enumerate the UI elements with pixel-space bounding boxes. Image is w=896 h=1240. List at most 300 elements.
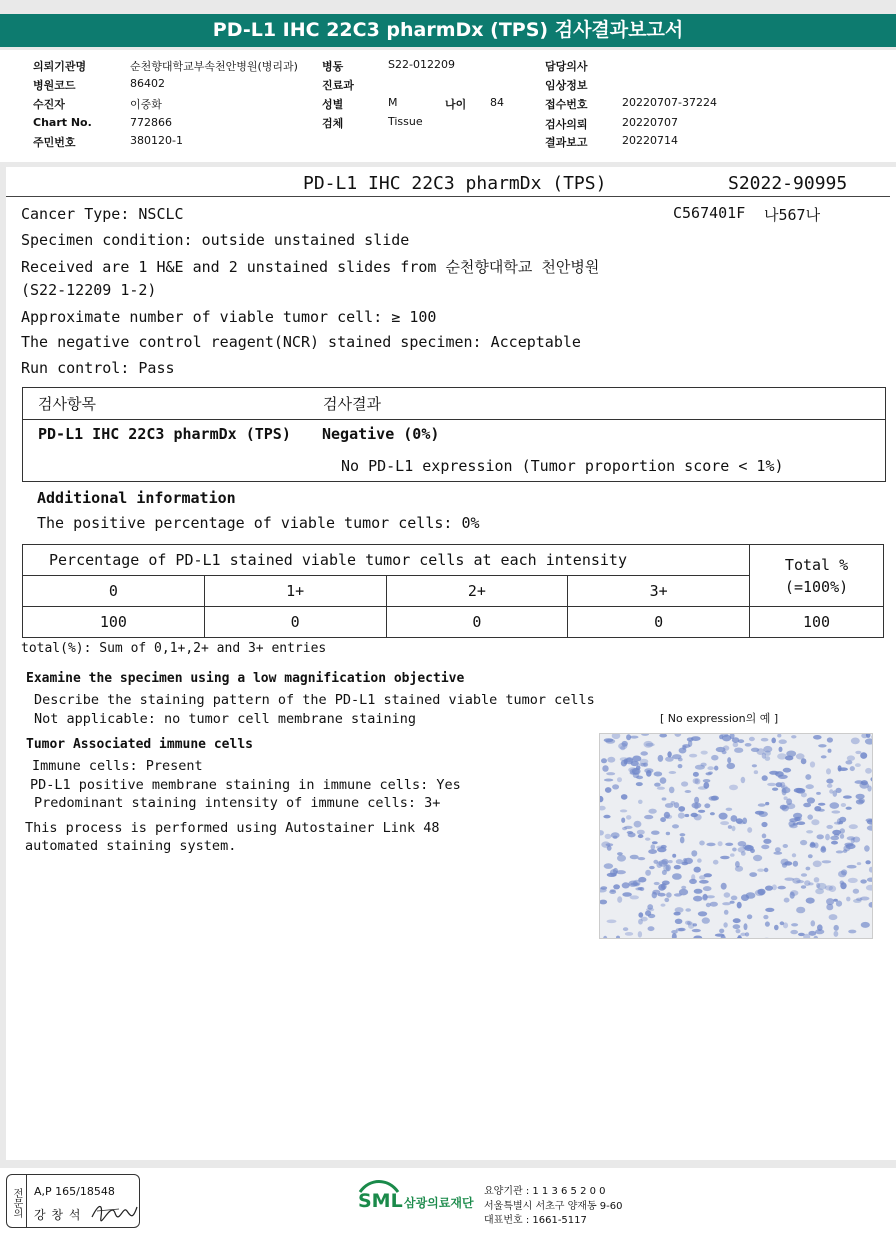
org-phone: 대표번호 : 1661-5117 xyxy=(484,1215,587,1226)
nucleus xyxy=(694,889,703,894)
patient-label: 수진자 xyxy=(33,98,65,111)
report-date-label: 결과보고 xyxy=(545,136,588,149)
nucleus xyxy=(778,775,788,779)
nucleus xyxy=(732,848,737,852)
nucleus xyxy=(657,847,666,852)
result-table xyxy=(22,387,886,482)
nucleus xyxy=(681,886,686,889)
nucleus xyxy=(869,902,874,908)
nucleus xyxy=(741,777,746,783)
nucleus xyxy=(867,878,873,882)
nucleus xyxy=(729,785,738,791)
institution-value: 순천향대학교부속천안병원(병리과) xyxy=(130,60,298,73)
nucleus xyxy=(735,866,743,872)
nucleus xyxy=(613,884,620,889)
nucleus xyxy=(654,772,663,777)
nucleus xyxy=(600,796,603,802)
nucleus xyxy=(706,843,715,847)
nucleus xyxy=(639,763,645,766)
nucleus xyxy=(701,751,708,755)
nucleus xyxy=(866,885,873,891)
nucleus xyxy=(793,861,798,867)
nucleus xyxy=(721,883,727,890)
nucleus xyxy=(747,827,752,833)
nucleus xyxy=(675,919,683,924)
nucleus xyxy=(638,887,643,890)
nucleus xyxy=(616,936,620,939)
nucleus xyxy=(665,803,674,808)
nucleus xyxy=(751,748,759,752)
nucleus xyxy=(855,763,861,767)
nucleus xyxy=(704,803,710,808)
nucleus xyxy=(621,794,628,800)
nucleus xyxy=(698,786,708,790)
nucleus xyxy=(749,872,757,877)
nucleus xyxy=(757,869,764,872)
nucleus xyxy=(638,931,642,937)
nucleus xyxy=(722,750,727,754)
patient-value: 이중화 xyxy=(130,98,162,111)
nucleus xyxy=(727,757,731,763)
nucleus xyxy=(674,865,681,869)
nucleus xyxy=(745,743,752,747)
test-name-heading: PD-L1 IHC 22C3 pharmDx (TPS) xyxy=(303,173,607,194)
nucleus xyxy=(694,867,701,873)
nucleus xyxy=(689,754,697,758)
nucleus xyxy=(626,815,631,820)
nucleus xyxy=(636,782,643,786)
nucleus xyxy=(796,753,805,759)
nucleus xyxy=(801,792,807,797)
nucleus xyxy=(848,878,858,883)
result-col1-header: 검사항목 xyxy=(38,395,96,413)
org-address: 서울특별시 서초구 양재동 9-60 xyxy=(484,1201,623,1212)
nucleus xyxy=(786,751,796,757)
nucleus xyxy=(817,834,824,839)
result-detail: No PD-L1 expression (Tumor proportion score < 1%) xyxy=(341,457,784,475)
nucleus xyxy=(782,863,787,868)
nucleus xyxy=(618,743,627,750)
intensity-value-0: 100 xyxy=(23,607,205,638)
nucleus xyxy=(731,896,738,901)
nucleus xyxy=(866,818,874,822)
institution-label: 의뢰기관명 xyxy=(33,60,87,73)
sex-label: 성별 xyxy=(322,98,344,111)
nucleus xyxy=(658,884,665,891)
nucleus xyxy=(660,777,667,784)
nucleus xyxy=(730,853,735,856)
nucleus xyxy=(693,936,702,940)
nucleus xyxy=(831,841,838,845)
nucleus xyxy=(762,834,767,839)
nucleus xyxy=(821,846,826,851)
nucleus xyxy=(622,882,630,888)
doctor-label: 담당의사 xyxy=(545,60,588,73)
nucleus xyxy=(693,772,699,777)
nucleus xyxy=(714,766,718,771)
total-header-cell xyxy=(750,545,884,607)
specimen-code-2: 나567나 xyxy=(764,206,821,224)
nucleus xyxy=(699,880,709,884)
nucleus xyxy=(807,814,813,819)
nucleus xyxy=(734,748,743,753)
nucleus xyxy=(628,832,636,837)
nucleus xyxy=(638,912,643,917)
nucleus xyxy=(669,787,675,794)
nucleus xyxy=(870,777,873,782)
nucleus xyxy=(645,838,650,841)
nucleus xyxy=(606,772,615,775)
nucleus xyxy=(651,831,660,835)
nucleus xyxy=(797,821,806,825)
nucleus xyxy=(654,783,661,787)
nucleus xyxy=(710,902,718,907)
examine-line-1: Describe the staining pattern of the PD-L1 stained viable tumor cells xyxy=(34,692,595,708)
nucleus xyxy=(620,757,629,761)
nucleus xyxy=(833,790,838,797)
intensity-value-2: 0 xyxy=(386,607,568,638)
nucleus xyxy=(602,765,608,772)
nucleus xyxy=(865,860,870,864)
nucleus xyxy=(644,768,653,773)
nucleus xyxy=(620,809,627,812)
specimen-code: C567401F xyxy=(673,204,746,222)
ward-value: S22-012209 xyxy=(388,58,455,71)
nucleus xyxy=(695,765,705,770)
nucleus xyxy=(699,875,706,879)
process-line-2: automated staining system. xyxy=(25,838,237,854)
intensity-value-3: 0 xyxy=(568,607,750,638)
nucleus xyxy=(685,908,691,912)
nucleus xyxy=(810,761,815,767)
nucleus xyxy=(834,834,839,837)
total-subheader: (=100%) xyxy=(784,577,849,596)
nucleus xyxy=(724,892,731,897)
pathologist-stamp xyxy=(6,1174,140,1228)
nucleus xyxy=(846,897,850,902)
report-title: PD-L1 IHC 22C3 pharmDx (TPS) 검사결과보고서 xyxy=(0,14,896,47)
intensity-table-header: Percentage of PD-L1 stained viable tumor cells at each intensity xyxy=(23,545,750,576)
nucleus xyxy=(604,863,613,869)
nucleus xyxy=(702,917,710,923)
nucleus xyxy=(659,734,667,738)
nucleus xyxy=(693,896,702,902)
nucleus xyxy=(628,881,637,887)
nucleus xyxy=(672,873,682,880)
nucleus xyxy=(771,738,776,744)
nucleus xyxy=(663,865,669,872)
nucleus xyxy=(856,799,864,804)
nucleus xyxy=(607,920,617,924)
nucleus xyxy=(672,854,676,858)
nucleus xyxy=(724,910,729,915)
nucleus xyxy=(692,802,702,808)
nucleus xyxy=(612,784,619,789)
nucleus xyxy=(869,867,873,873)
result-value: Negative (0%) xyxy=(322,425,440,443)
nucleus xyxy=(851,838,855,844)
nucleus xyxy=(666,892,672,897)
nucleus xyxy=(811,920,816,926)
nucleus xyxy=(623,927,628,931)
nucleus xyxy=(790,930,798,934)
nucleus xyxy=(600,886,607,889)
nucleus xyxy=(818,744,826,747)
stamp-side-label: 전문의 xyxy=(7,1175,27,1227)
nucleus xyxy=(736,818,743,824)
nucleus xyxy=(652,841,658,844)
nucleus xyxy=(834,822,840,825)
nucleus xyxy=(789,818,798,822)
nucleus xyxy=(806,867,811,871)
cancer-type: Cancer Type: NSCLC xyxy=(21,205,184,223)
nucleus xyxy=(723,745,729,750)
examine-title: Examine the specimen using a low magnification objective xyxy=(26,671,465,686)
nucleus xyxy=(769,771,779,775)
nucleus xyxy=(648,914,655,918)
specimen-value: Tissue xyxy=(388,115,423,128)
nucleus xyxy=(617,777,622,782)
nucleus xyxy=(850,766,855,771)
specimen-condition: Specimen condition: outside unstained slide xyxy=(21,231,410,249)
nucleus xyxy=(726,808,733,811)
total-header: Total % xyxy=(784,555,849,574)
nucleus xyxy=(813,735,822,740)
nucleus xyxy=(804,880,810,886)
nucleus xyxy=(777,753,787,759)
nucleus xyxy=(605,834,612,839)
nucleus xyxy=(744,923,748,930)
nucleus xyxy=(779,739,787,744)
nucleus xyxy=(753,855,762,861)
nucleus xyxy=(631,761,639,766)
report-date-value: 20220714 xyxy=(622,134,678,147)
nucleus xyxy=(761,822,767,827)
nucleus xyxy=(834,931,839,937)
nucleus xyxy=(856,794,865,800)
examine-line-2: Not applicable: no tumor cell membrane staining xyxy=(34,711,417,727)
nucleus xyxy=(630,895,639,899)
signature-icon xyxy=(89,1199,139,1223)
nucleus xyxy=(679,889,688,896)
nucleus xyxy=(763,938,770,939)
nucleus xyxy=(836,850,843,853)
nucleus xyxy=(801,873,807,877)
nucleus xyxy=(652,892,657,899)
nucleus xyxy=(857,862,861,865)
nucleus xyxy=(600,806,606,811)
nucleus xyxy=(610,869,617,876)
nucleus xyxy=(814,936,819,939)
nucleus xyxy=(640,751,648,755)
nucleus xyxy=(707,766,714,770)
nucleus xyxy=(762,775,768,781)
nucleus xyxy=(838,871,846,878)
nucleus xyxy=(617,855,626,862)
run-control: Run control: Pass xyxy=(21,359,175,377)
nucleus xyxy=(737,936,743,939)
nucleus xyxy=(725,843,733,846)
org-name: 삼광의료재단 xyxy=(404,1196,474,1210)
nucleus xyxy=(699,841,705,846)
intensity-col-1: 1+ xyxy=(204,576,386,607)
nucleus xyxy=(719,929,724,934)
nucleus xyxy=(648,926,655,931)
nucleus xyxy=(761,738,769,742)
nucleus xyxy=(775,847,781,852)
nucleus xyxy=(605,739,615,744)
nucleus xyxy=(826,825,833,829)
nucleus xyxy=(765,802,769,805)
nucleus xyxy=(811,819,819,825)
nucleus xyxy=(784,898,790,903)
nucleus xyxy=(792,853,796,857)
nucleus xyxy=(783,844,788,848)
nucleus xyxy=(827,784,833,788)
nucleus xyxy=(648,809,656,814)
immune-title: Tumor Associated immune cells xyxy=(26,737,253,752)
nucleus xyxy=(763,915,768,919)
nucleus xyxy=(689,879,697,884)
nucleus xyxy=(847,865,857,869)
nucleus xyxy=(816,883,820,889)
nucleus xyxy=(692,929,701,932)
nucleus xyxy=(680,833,686,836)
receipt-no-value: 20220707-37224 xyxy=(622,96,717,109)
nucleus xyxy=(841,803,846,807)
nucleus xyxy=(810,843,816,848)
nucleus xyxy=(821,755,827,758)
nucleus xyxy=(794,788,804,793)
nucleus xyxy=(784,878,794,881)
result-col2-header: 검사결과 xyxy=(323,395,381,413)
nucleus xyxy=(641,734,649,736)
nucleus xyxy=(765,886,773,891)
nucleus xyxy=(634,821,642,828)
nucleus xyxy=(612,734,621,739)
intensity-col-0: 0 xyxy=(23,576,205,607)
nucleus xyxy=(710,812,715,815)
nucleus xyxy=(648,849,657,854)
nucleus xyxy=(861,734,868,738)
nucleus xyxy=(840,834,844,839)
nucleus xyxy=(758,803,766,806)
nucleus xyxy=(826,768,831,774)
footer xyxy=(0,1168,896,1240)
viable-tumor-cells: Approximate number of viable tumor cell: ≥ 100 xyxy=(21,308,437,326)
nucleus xyxy=(622,827,627,830)
nucleus xyxy=(682,744,690,748)
heading-rule xyxy=(6,196,890,197)
nucleus xyxy=(630,768,640,775)
nucleus xyxy=(708,771,713,774)
nucleus xyxy=(617,896,622,903)
nucleus xyxy=(855,751,861,754)
nucleus xyxy=(672,824,679,828)
nucleus xyxy=(601,758,607,763)
intensity-table xyxy=(22,544,884,638)
nucleus xyxy=(681,781,688,786)
sml-logo xyxy=(356,1180,403,1220)
nucleus xyxy=(741,894,749,901)
nucleus xyxy=(646,908,654,912)
nucleus xyxy=(674,734,681,737)
stamp-code: A,P 165/18548 xyxy=(34,1185,115,1198)
nucleus xyxy=(720,821,729,825)
nucleus xyxy=(733,918,741,923)
nucleus xyxy=(745,932,749,936)
nucleus xyxy=(638,800,643,804)
received-slides: Received are 1 H&E and 2 unstained slides from 순천향대학교 천안병원 xyxy=(21,258,600,276)
nucleus xyxy=(603,936,607,939)
nucleus xyxy=(697,858,702,862)
nucleus xyxy=(845,760,852,764)
nucleus xyxy=(622,892,632,897)
nucleus xyxy=(849,824,858,829)
nucleus xyxy=(638,834,644,838)
nucleus xyxy=(865,738,873,744)
nucleus xyxy=(720,856,730,859)
nucleus xyxy=(851,738,860,745)
nucleus xyxy=(747,914,752,919)
nucleus xyxy=(637,830,645,835)
nucleus xyxy=(759,811,768,817)
nucleus xyxy=(865,768,872,774)
nucleus xyxy=(779,747,783,752)
nucleus xyxy=(621,818,625,823)
nucleus xyxy=(727,763,736,769)
nucleus xyxy=(719,813,728,820)
nucleus xyxy=(861,922,870,928)
nucleus xyxy=(826,898,834,905)
nucleus xyxy=(853,899,862,903)
nucleus xyxy=(782,805,789,811)
nucleus xyxy=(807,797,815,803)
age-value: 84 xyxy=(490,96,504,109)
nucleus xyxy=(783,768,791,773)
nucleus xyxy=(791,735,796,738)
nucleus xyxy=(764,868,769,872)
additional-info-title: Additional information xyxy=(37,489,236,507)
nucleus xyxy=(630,855,639,860)
intensity-col-3: 3+ xyxy=(568,576,750,607)
nucleus xyxy=(646,743,655,747)
nucleus xyxy=(801,885,806,889)
result-item: PD-L1 IHC 22C3 pharmDx (TPS) xyxy=(38,425,291,443)
immune-line-2: PD-L1 positive membrane staining in immune cells: Yes xyxy=(30,777,461,793)
nucleus xyxy=(687,737,694,741)
nucleus xyxy=(774,925,779,931)
nucleus xyxy=(654,882,660,885)
nucleus xyxy=(657,787,665,790)
nucleus xyxy=(672,754,682,759)
stained-tissue-image xyxy=(600,734,873,939)
nucleus xyxy=(685,790,692,793)
nucleus xyxy=(796,907,805,914)
nucleus xyxy=(806,830,813,833)
report-body xyxy=(6,167,896,1160)
nucleus xyxy=(780,782,785,788)
nucleus xyxy=(825,834,830,841)
report-number: S2022-90995 xyxy=(728,173,848,194)
nucleus xyxy=(830,802,840,809)
nucleus xyxy=(669,771,677,774)
nucleus xyxy=(860,879,867,883)
request-date-label: 검사의뢰 xyxy=(545,118,588,131)
nucleus xyxy=(763,746,772,753)
dept-label: 진료과 xyxy=(322,79,354,92)
nucleus xyxy=(661,904,666,907)
